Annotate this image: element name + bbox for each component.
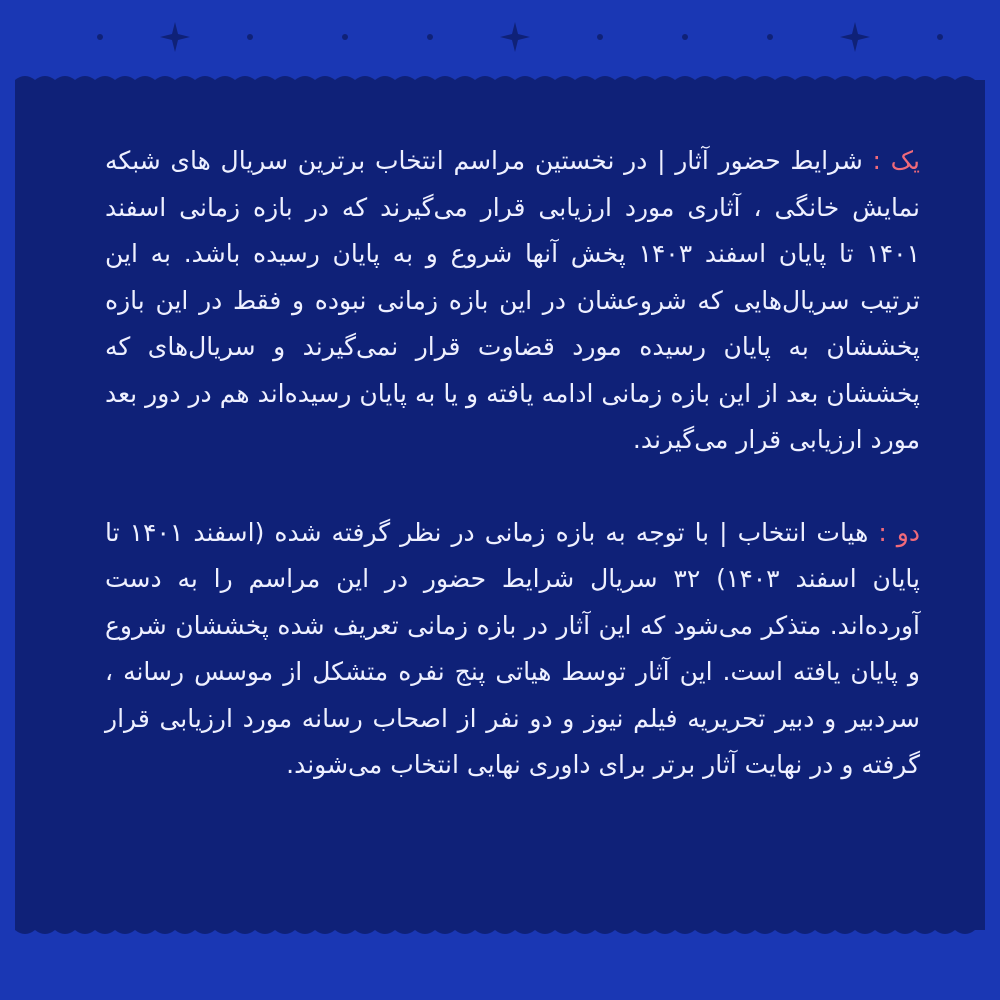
- paragraph-text: شرایط حضور آثار | در نخستین مراسم انتخاب برترین سریال های شبکه نمایش خانگی ، آثاری مورد ارزیابی قرار می‌گیرند که در بازه زمانی اسفند ۱۴۰۱ تا پایان اسفند ۱۴۰۳ پخش آنها شروع و به پایان رسیده باشد. به این ترتیب سریال‌هایی که شروعشان در این بازه زمانی نبوده و فقط در این بازه پخششان به پایان رسیده مورد قضاوت قرار نمی‌گیرند و سریال‌های که پخششان بعد از این بازه زمانی ادامه یافته و یا به پایان رسیده‌اند هم در دور بعد مورد ارزیابی قرار می‌گیرند.: [105, 146, 921, 454]
- paragraph-two: [105, 510, 920, 789]
- star-ornaments: [97, 22, 943, 52]
- paragraph-one: [105, 138, 920, 464]
- article-body: [105, 138, 920, 789]
- paragraph-number: دو :: [878, 517, 920, 547]
- paragraph-number: یک :: [872, 146, 921, 175]
- paragraph-text: هیات انتخاب | با توجه به بازه زمانی در نظر گرفته شده (اسفند ۱۴۰۱ تا پایان اسفند ۱۴۰۳) ۳۲ سریال شرایط حضور در این مراسم را به دست آورده‌اند. متذکر می‌شود که این آثار در بازه زمانی تعریف شده پخششان شروع و پایان یافته است. این آثار توسط هیاتی پنج نفره متشکل از موسس رسانه ، سردبیر و دبیر تحریریه فیلم نیوز و دو نفر از اصحاب رسانه مورد ارزیابی قرار گرفته و در نهایت آثار برتر برای داوری نهایی انتخاب می‌شوند.: [105, 517, 921, 779]
